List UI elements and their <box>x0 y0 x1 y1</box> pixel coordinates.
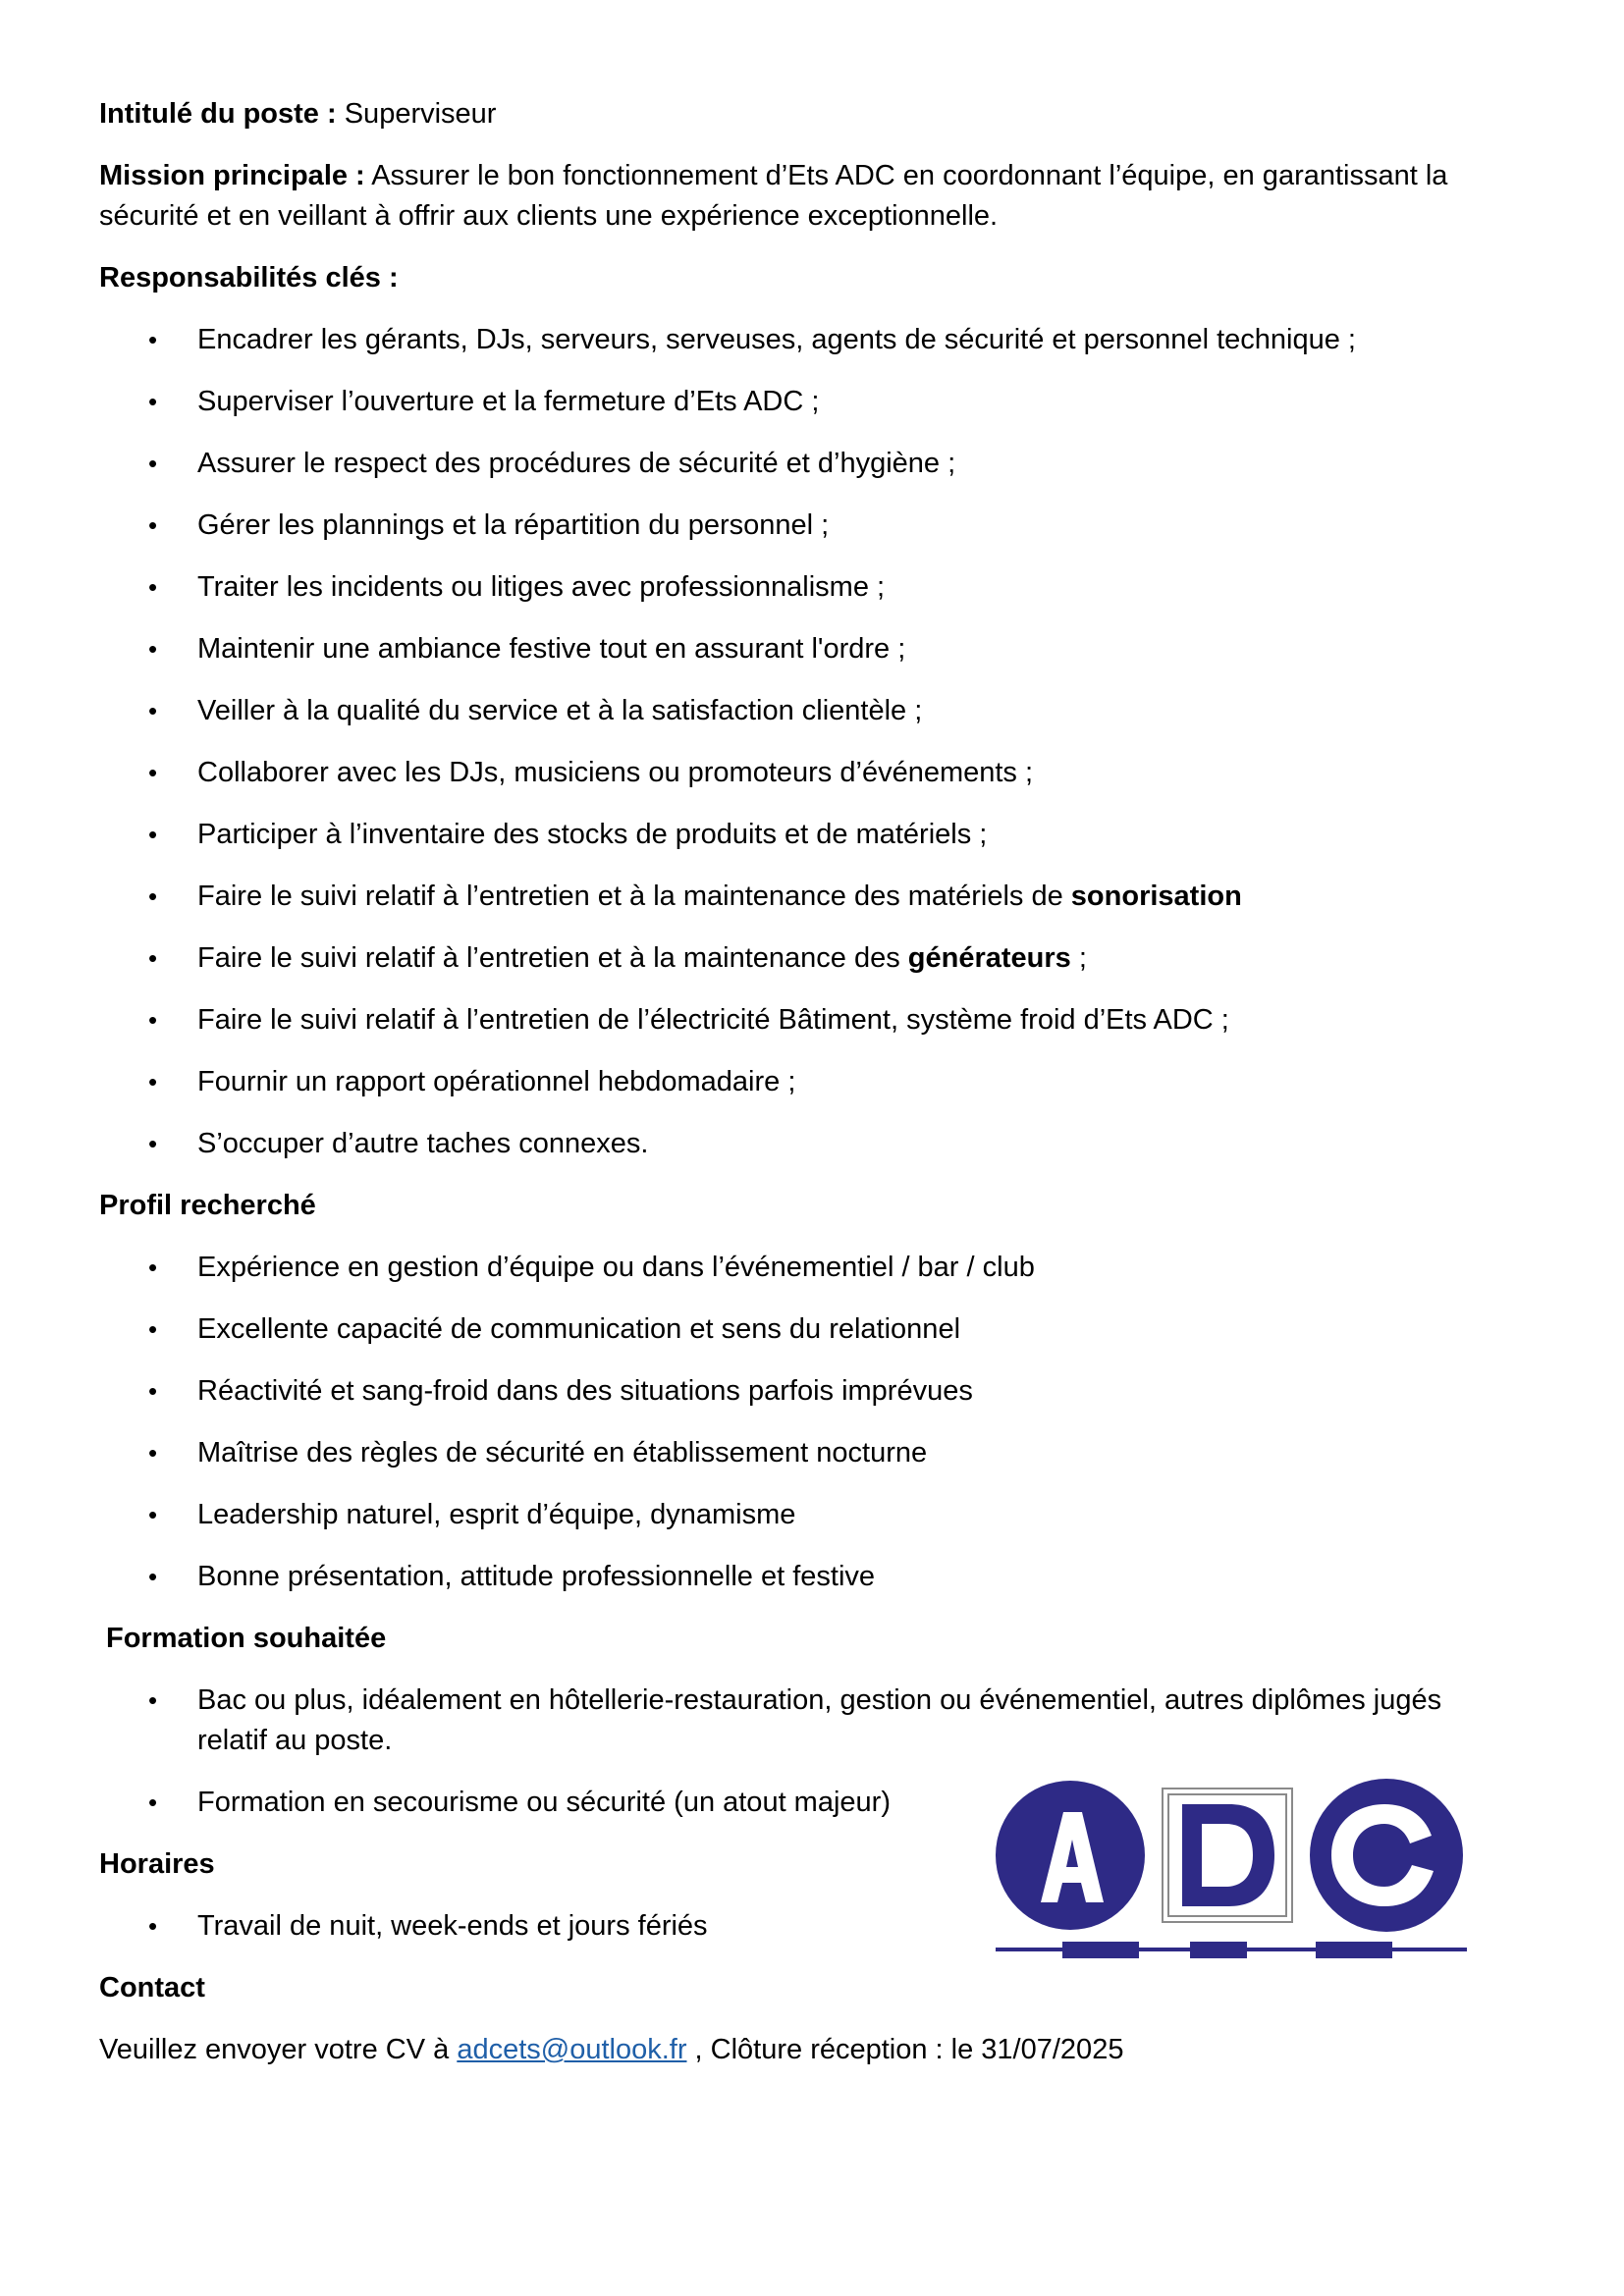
list-item: • Réactivité et sang-froid dans des situations parfois imprévues <box>99 1371 1493 1412</box>
list-item: • Fournir un rapport opérationnel hebdomadaire ; <box>99 1062 1493 1102</box>
list-item: • S’occuper d’autre taches connexes. <box>99 1124 1493 1164</box>
mission-label: Mission principale : <box>99 160 365 191</box>
mission-line <box>99 156 1493 237</box>
gen-bold: générateurs <box>907 942 1071 974</box>
contact-heading: Contact <box>99 1972 205 2003</box>
job-title-line <box>99 94 1493 134</box>
logo-dash-1 <box>1062 1942 1139 1949</box>
list-item: • Formation en secourisme ou sécurité (un atout majeur) <box>99 1783 1493 1823</box>
responsibilities-heading: Responsabilités clés : <box>99 262 399 294</box>
adc-logo <box>994 1775 1470 1981</box>
contact-text-after: , Clôture réception : le 31/07/2025 <box>694 2034 1124 2065</box>
logo-letter-d <box>1182 1804 1274 1906</box>
list-item: • Excellente capacité de communication et sens du relationnel <box>99 1309 1493 1350</box>
email-link[interactable]: adcets@outlook.fr <box>457 2034 687 2065</box>
list-item: • Veiller à la qualité du service et à la satisfaction clientèle ; <box>99 691 1493 731</box>
gen-suffix: ; <box>1078 942 1087 974</box>
logo-dash-1b <box>1062 1951 1139 1958</box>
logo-circle-a <box>996 1781 1145 1930</box>
list-item: • Maintenir une ambiance festive tout en assurant l'ordre ; <box>99 629 1493 669</box>
list-item: • Bac ou plus, idéalement en hôtellerie-restauration, gestion ou événementiel, autres diplômes jugés relatif au poste. <box>99 1681 1493 1761</box>
list-item: • Faire le suivi relatif à l’entretien de l’électricité Bâtiment, système froid d’Ets ADC ; <box>99 1000 1493 1041</box>
list-item: • Encadrer les gérants, DJs, serveurs, serveuses, agents de sécurité et personnel technique ; <box>99 320 1493 360</box>
list-item: • Leadership naturel, esprit d’équipe, dynamisme <box>99 1495 1493 1535</box>
list-item: • Gérer les plannings et la répartition du personnel ; <box>99 506 1493 546</box>
list-item: • Traiter les incidents ou litiges avec professionnalisme ; <box>99 567 1493 608</box>
list-item: • Expérience en gestion d’équipe ou dans l’événementiel / bar / club <box>99 1248 1493 1288</box>
list-item: • Travail de nuit, week-ends et jours fériés <box>99 1906 1493 1947</box>
list-item: • Collaborer avec les DJs, musiciens ou promoteurs d’événements ; <box>99 753 1493 793</box>
mission-value: Assurer le bon fonctionnement d’Ets ADC en coordonnant l’équipe, en garantissant la sécurité et en veillant à offrir aux clients une expérience exceptionnelle. <box>99 160 1448 232</box>
job-title-value: Superviseur <box>344 98 497 130</box>
contact-text-before: Veuillez envoyer votre CV à <box>99 2034 450 2065</box>
list-item-generateurs <box>99 938 1493 979</box>
list-item: • Maîtrise des règles de sécurité en établissement nocturne <box>99 1433 1493 1473</box>
list-item: • Superviser l’ouverture et la fermeture d’Ets ADC ; <box>99 382 1493 422</box>
list-item-sonorisation <box>99 877 1493 917</box>
profile-list <box>99 1248 1493 1597</box>
logo-dash-2 <box>1190 1942 1247 1949</box>
sono-text: Faire le suivi relatif à l’entretien et à la maintenance des matériels de <box>197 881 1063 912</box>
sono-bold: sonorisation <box>1070 881 1242 912</box>
list-item: • Assurer le respect des procédures de sécurité et d’hygiène ; <box>99 444 1493 484</box>
schedule-heading: Horaires <box>99 1848 215 1880</box>
profile-heading: Profil recherché <box>99 1190 316 1221</box>
gen-text: Faire le suivi relatif à l’entretien et à la maintenance des <box>197 942 900 974</box>
logo-dash-2b <box>1190 1951 1247 1958</box>
responsibilities-list <box>99 320 1493 1164</box>
logo-dash-3 <box>1316 1942 1392 1949</box>
training-heading: Formation souhaitée <box>106 1623 387 1654</box>
contact-line <box>99 2030 1493 2070</box>
list-item: • Participer à l’inventaire des stocks de produits et de matériels ; <box>99 815 1493 855</box>
logo-dash-3b <box>1316 1951 1392 1958</box>
list-item: • Bonne présentation, attitude professionnelle et festive <box>99 1557 1493 1597</box>
job-title-label: Intitulé du poste : <box>99 98 337 130</box>
